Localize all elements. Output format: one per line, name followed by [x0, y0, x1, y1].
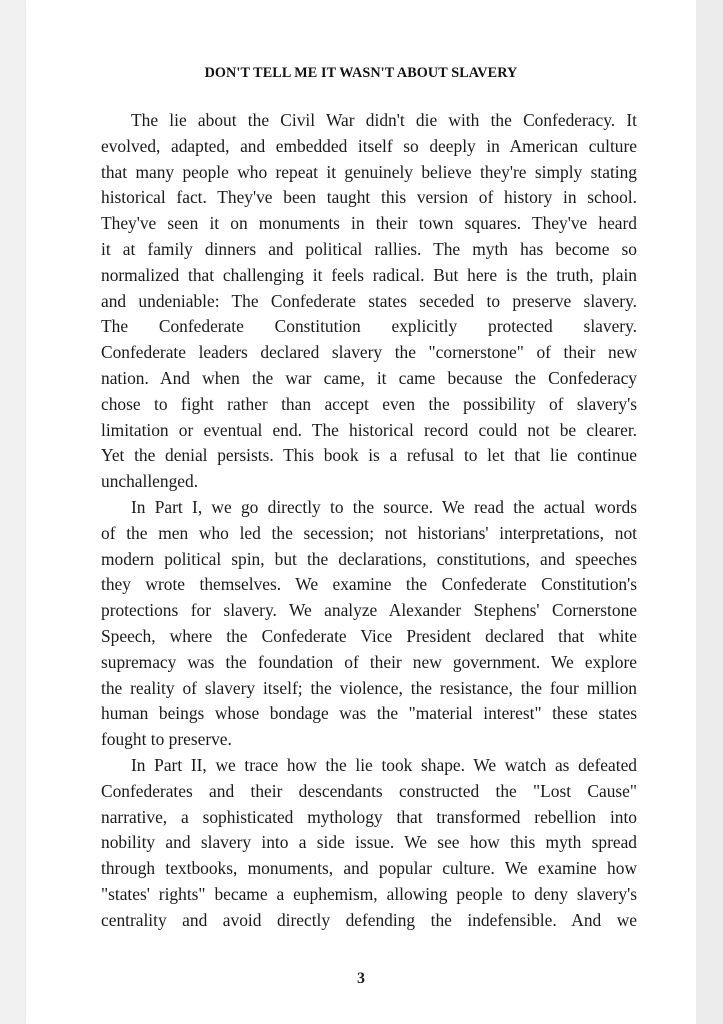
text-line: centrality and avoid directly defending the indefensible. And we — [101, 909, 637, 930]
text-line: The lie about the Civil War didn't die with the Confederacy. It — [131, 110, 637, 130]
text-line: they wrote themselves. We examine the Confederate Constitution's — [101, 574, 637, 595]
text-line: and undeniable: The Confederate states seceded to preserve slavery. — [101, 290, 637, 311]
text-line: through textbooks, monuments, and popular culture. We examine how — [101, 858, 637, 879]
text-line: Confederate leaders declared slavery the "cornerstone" of their new — [101, 342, 637, 363]
document-page — [26, 0, 696, 1024]
text-line: Yet the denial persists. This book is a refusal to let that lie continue — [101, 445, 637, 466]
text-line: They've seen it on monuments in their town squares. They've heard — [101, 213, 637, 234]
text-line: evolved, adapted, and embedded itself so deeply in American culture — [101, 135, 637, 156]
text-line: that many people who repeat it genuinely believe they're simply stating — [101, 161, 637, 182]
body-text — [101, 108, 637, 934]
text-line: In Part II, we trace how the lie took shape. We watch as defeated — [131, 754, 637, 775]
text-line: nobility and slavery into a side issue. We see how this myth spread — [101, 832, 637, 853]
text-line: nation. And when the war came, it came because the Confederacy — [101, 367, 637, 388]
text-line: "states' rights" became a euphemism, allowing people to deny slavery's — [101, 883, 637, 904]
chapter-title: DON'T TELL ME IT WASN'T ABOUT SLAVERY — [204, 65, 518, 81]
text-line: chose to fight rather than accept even the possibility of slavery's — [101, 393, 637, 414]
text-line: it at family dinners and political rallies. The myth has become so — [101, 238, 637, 259]
text-line: of the men who led the secession; not historians' interpretations, not — [101, 522, 637, 543]
text-line: Confederates and their descendants constructed the "Lost Cause" — [101, 780, 637, 801]
text-line: supremacy was the foundation of their new government. We explore — [101, 651, 637, 672]
viewer-margin — [696, 0, 723, 1024]
text-line: narrative, a sophisticated mythology that transformed rebellion into — [101, 806, 637, 827]
text-line: The Confederate Constitution explicitly protected slavery. — [101, 316, 637, 337]
page-number: 3 — [357, 970, 365, 987]
text-line: the reality of slavery itself; the violence, the resistance, the four million — [101, 677, 637, 698]
text-line: unchallenged. — [101, 471, 199, 492]
paragraph-3 — [101, 753, 637, 934]
text-line: human beings whose bondage was the "material interest" these states — [101, 703, 637, 724]
text-line: protections for slavery. We analyze Alexander Stephens' Cornerstone — [101, 600, 637, 621]
text-line: modern political spin, but the declarations, constitutions, and speeches — [101, 548, 637, 569]
text-line: limitation or eventual end. The historical record could not be clearer. — [101, 419, 637, 440]
paragraph-1 — [101, 108, 637, 495]
text-line: normalized that challenging it feels radical. But here is the truth, plain — [101, 264, 637, 285]
text-line: In Part I, we go directly to the source. We read the actual words — [131, 496, 637, 517]
paragraph-2 — [101, 495, 637, 753]
text-line: historical fact. They've been taught this version of history in school. — [101, 187, 637, 208]
text-line: Speech, where the Confederate Vice President declared that white — [101, 625, 637, 646]
text-line: fought to preserve. — [101, 729, 232, 750]
